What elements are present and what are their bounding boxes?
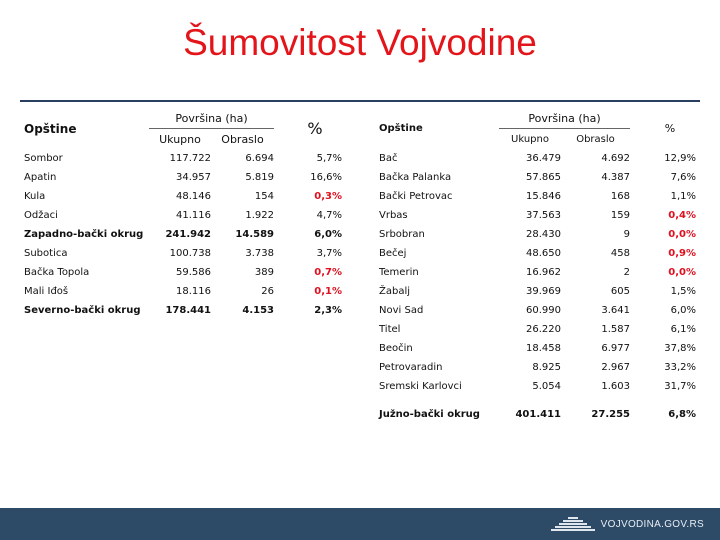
col-header-povrsina: Površina (ha) — [499, 108, 630, 129]
table-row — [379, 320, 696, 339]
area-total: 48.650 — [526, 248, 561, 259]
forest-percent: 6,0% — [314, 229, 342, 240]
table-row — [379, 168, 696, 187]
forest-percent: 0,0% — [668, 229, 696, 240]
table-row — [379, 301, 696, 320]
municipality-name: Bačka Topola — [24, 267, 90, 278]
municipality-name: Srbobran — [379, 229, 425, 240]
col-header-obraslo: Obraslo — [221, 132, 264, 146]
forest-percent: 6,1% — [670, 324, 696, 335]
table-row — [379, 149, 696, 168]
area-total: 178.441 — [165, 305, 211, 316]
municipality-name: Beočin — [379, 343, 413, 354]
forest-percent: 5,7% — [316, 153, 342, 164]
table-row — [379, 187, 696, 206]
col-header-ukupno: Ukupno — [511, 133, 549, 145]
area-forested: 4.692 — [601, 153, 630, 164]
area-forested: 2.967 — [601, 362, 630, 373]
municipality-name: Severno-bački okrug — [24, 305, 141, 316]
forest-percent: 37,8% — [664, 343, 696, 354]
municipality-name: Sremski Karlovci — [379, 381, 462, 392]
municipality-name: Sombor — [24, 153, 63, 164]
area-total: 57.865 — [526, 172, 561, 183]
area-forested: 1.603 — [601, 381, 630, 392]
table-row — [379, 377, 696, 396]
area-total: 41.116 — [176, 210, 211, 221]
vojvodina-emblem-icon — [551, 516, 595, 532]
area-forested: 168 — [610, 191, 630, 202]
area-total: 401.411 — [515, 408, 561, 420]
area-forested: 5.819 — [245, 172, 274, 183]
forest-percent: 3,7% — [316, 248, 342, 259]
area-total: 39.969 — [526, 286, 561, 297]
municipality-name: Zapadno-bački okrug — [24, 229, 144, 240]
table-row — [379, 225, 696, 244]
table-row — [379, 358, 696, 377]
area-total: 26.220 — [526, 324, 561, 335]
area-forested: 2 — [623, 267, 630, 278]
municipality-name: Apatin — [24, 172, 57, 183]
col-header-povrsina: Površina (ha) — [149, 108, 274, 129]
forest-percent: 12,9% — [664, 153, 696, 164]
table-row — [379, 263, 696, 282]
municipality-name: Bač — [379, 153, 398, 164]
area-total: 28.430 — [526, 229, 561, 240]
area-total: 241.942 — [165, 229, 211, 240]
area-total: 100.738 — [169, 248, 211, 259]
municipality-name: Žabalj — [379, 286, 411, 297]
area-total: 8.925 — [532, 362, 561, 373]
municipality-name: Mali Iđoš — [24, 286, 69, 297]
area-total: 16.962 — [526, 267, 561, 278]
forest-percent: 16,6% — [310, 172, 342, 183]
area-total: 60.990 — [526, 305, 561, 316]
municipality-name: Bački Petrovac — [379, 191, 453, 202]
table-row — [379, 339, 696, 358]
area-forested: 3.641 — [601, 305, 630, 316]
area-total: 5.054 — [532, 381, 561, 392]
logo-text: VOJVODINA.GOV.RS — [600, 518, 704, 530]
total-row — [24, 225, 342, 244]
forest-percent: 4,7% — [316, 210, 342, 221]
area-forested: 6.977 — [601, 343, 630, 354]
col-header-opstine: Opštine — [379, 123, 423, 134]
area-total: 59.586 — [176, 267, 211, 278]
area-forested: 389 — [254, 267, 274, 278]
table-row — [24, 206, 342, 225]
table-row — [24, 244, 342, 263]
forest-percent: 1,5% — [670, 286, 696, 297]
municipality-name: Bečej — [379, 248, 407, 259]
municipality-name: Petrovaradin — [379, 362, 443, 373]
forest-percent: 1,1% — [670, 191, 696, 202]
col-header-opstine: Opštine — [24, 121, 77, 136]
table-row — [24, 149, 342, 168]
municipality-name: Vrbas — [379, 210, 408, 221]
col-header-pct: % — [307, 119, 323, 138]
forest-percent: 0,3% — [314, 191, 342, 202]
forest-percent: 33,2% — [664, 362, 696, 373]
table-row — [24, 187, 342, 206]
right-forest-table — [379, 108, 696, 432]
municipality-name: Južno-bački okrug — [379, 408, 480, 420]
footer-bar — [0, 508, 720, 540]
col-header-ukupno: Ukupno — [159, 132, 201, 146]
forest-percent: 0,7% — [314, 267, 342, 278]
municipality-name: Titel — [379, 324, 401, 335]
left-forest-table — [24, 108, 342, 320]
area-total: 37.563 — [526, 210, 561, 221]
area-forested: 159 — [610, 210, 630, 221]
vojvodina-logo[interactable] — [551, 516, 704, 532]
forest-percent: 0,9% — [668, 248, 696, 259]
area-forested: 3.738 — [245, 248, 274, 259]
forest-percent: 6,8% — [668, 408, 696, 420]
area-forested: 27.255 — [591, 408, 630, 420]
area-forested: 6.694 — [245, 153, 274, 164]
forest-percent: 0,1% — [314, 286, 342, 297]
area-forested: 1.922 — [245, 210, 274, 221]
area-total: 34.957 — [176, 172, 211, 183]
municipality-name: Novi Sad — [379, 305, 424, 316]
area-total: 48.146 — [176, 191, 211, 202]
area-total: 15.846 — [526, 191, 561, 202]
forest-percent: 31,7% — [664, 381, 696, 392]
table-row — [24, 282, 342, 301]
area-total: 18.116 — [176, 286, 211, 297]
area-forested: 9 — [623, 229, 630, 240]
table-row — [24, 263, 342, 282]
area-forested: 1.587 — [601, 324, 630, 335]
municipality-name: Subotica — [24, 248, 68, 259]
municipality-name: Odžaci — [24, 210, 58, 221]
total-row — [24, 301, 342, 320]
total-row — [379, 396, 696, 432]
area-total: 117.722 — [169, 153, 211, 164]
forest-percent: 2,3% — [314, 305, 342, 316]
table-row — [379, 206, 696, 225]
col-header-pct: % — [664, 122, 676, 135]
area-forested: 4.387 — [601, 172, 630, 183]
page-title: Šumovitost Vojvodine — [183, 22, 537, 63]
area-forested: 458 — [610, 248, 630, 259]
municipality-name: Bačka Palanka — [379, 172, 452, 183]
area-forested: 26 — [261, 286, 274, 297]
municipality-name: Temerin — [379, 267, 419, 278]
area-total: 36.479 — [526, 153, 561, 164]
table-row — [24, 168, 342, 187]
table-row — [379, 282, 696, 301]
area-total: 18.458 — [526, 343, 561, 354]
forest-percent: 0,0% — [668, 267, 696, 278]
table-row — [379, 244, 696, 263]
forest-percent: 6,0% — [670, 305, 696, 316]
top-divider — [20, 100, 700, 102]
area-forested: 4.153 — [242, 305, 274, 316]
forest-percent: 0,4% — [668, 210, 696, 221]
area-forested: 154 — [254, 191, 274, 202]
area-forested: 14.589 — [235, 229, 274, 240]
municipality-name: Kula — [24, 191, 46, 202]
area-forested: 605 — [610, 286, 630, 297]
col-header-obraslo: Obraslo — [576, 133, 615, 145]
forest-percent: 7,6% — [670, 172, 696, 183]
